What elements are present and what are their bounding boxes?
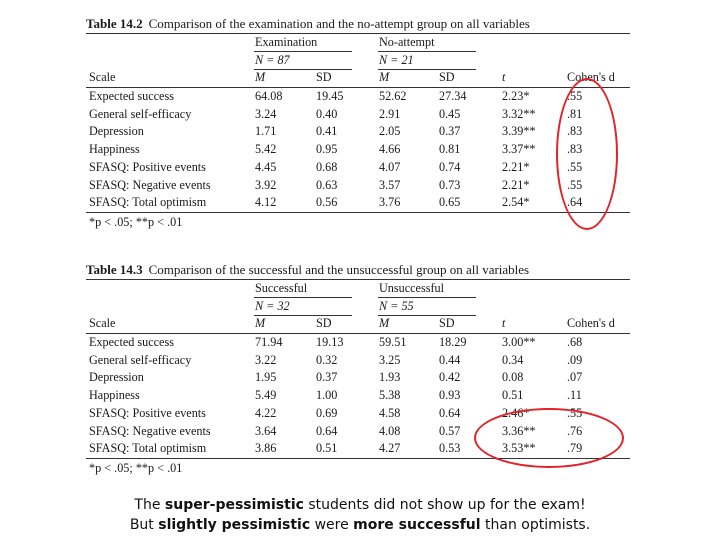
cell-m2: 2.05 [379, 124, 401, 139]
table-row [86, 159, 630, 177]
table-title: Comparison of the successful and the unsuccessful group on all variables [148, 262, 530, 277]
cell-sd1: 19.45 [316, 89, 344, 104]
header-sd2: SD [439, 316, 455, 331]
cell-sd2: 0.81 [439, 142, 461, 157]
cell-m1: 4.12 [255, 195, 277, 210]
table-row [86, 352, 630, 370]
cell-m2: 4.27 [379, 441, 401, 456]
note-emphasis: super-pessimistic [164, 497, 304, 513]
cell-sd1: 0.51 [316, 441, 338, 456]
cell-m2: 4.08 [379, 423, 401, 438]
note-line-1 [0, 497, 720, 513]
cell-cohens-d: .11 [567, 388, 582, 403]
cell-m2: 3.57 [379, 177, 401, 192]
cell-sd2: 0.65 [439, 195, 461, 210]
group1-label: Successful [255, 281, 308, 295]
table-footnote: *p < .05; **p < .01 [89, 214, 183, 229]
table-row [86, 194, 630, 212]
cell-sd1: 0.64 [316, 423, 338, 438]
header-cohens-d: Cohen's d [567, 316, 615, 331]
header-m1: M [255, 70, 266, 85]
cell-scale: SFASQ: Positive events [89, 159, 206, 174]
cell-cohens-d: .83 [567, 124, 583, 139]
table-row [86, 106, 630, 124]
cell-t: 3.39** [502, 124, 536, 139]
cell-cohens-d: .55 [567, 89, 583, 104]
cell-m1: 1.71 [255, 124, 277, 139]
cell-sd1: 0.40 [316, 106, 338, 121]
cell-m1: 5.49 [255, 388, 277, 403]
note-text: The [134, 497, 165, 513]
cell-sd2: 0.57 [439, 423, 461, 438]
table-row [86, 177, 630, 195]
cell-t: 2.54* [502, 195, 530, 210]
note-text: than optimists. [480, 517, 591, 533]
note-emphasis: slightly pessimistic [158, 517, 311, 533]
cell-scale: SFASQ: Positive events [89, 405, 206, 420]
cell-scale: SFASQ: Negative events [89, 423, 211, 438]
cell-sd1: 0.56 [316, 195, 338, 210]
group1-label: Examination [255, 35, 318, 49]
cell-t: 0.34 [502, 352, 524, 367]
header-cohens-d: Cohen's d [567, 70, 615, 85]
table-number: Table 14.2 [86, 16, 143, 31]
cell-scale: Happiness [89, 388, 140, 403]
cell-t: 2.46* [502, 405, 530, 420]
cell-scale: General self-efficacy [89, 352, 192, 367]
cell-sd1: 0.68 [316, 159, 338, 174]
group-header-row [86, 34, 630, 52]
cell-sd1: 1.00 [316, 388, 338, 403]
note-text: But [129, 517, 159, 533]
cell-sd1: 0.41 [316, 124, 338, 139]
cell-m2: 4.07 [379, 159, 401, 174]
cell-cohens-d: .55 [567, 405, 583, 420]
table-row [86, 141, 630, 159]
cell-cohens-d: .79 [567, 441, 583, 456]
header-m2: M [379, 70, 390, 85]
note-text: students did not show up for the exam! [303, 497, 586, 513]
cell-sd2: 0.44 [439, 352, 461, 367]
note-text: were [310, 517, 354, 533]
header-t: t [502, 70, 506, 85]
cell-m1: 3.92 [255, 177, 277, 192]
cell-m1: 4.22 [255, 405, 277, 420]
cell-m1: 1.95 [255, 370, 277, 385]
header-m1: M [255, 316, 266, 331]
cell-t: 3.37** [502, 142, 536, 157]
cell-t: 0.51 [502, 388, 524, 403]
cell-t: 0.08 [502, 370, 524, 385]
cell-t: 2.23* [502, 89, 530, 104]
cell-m1: 71.94 [255, 335, 283, 350]
note-emphasis: more successful [353, 517, 481, 533]
table-caption [86, 14, 630, 33]
cell-m2: 5.38 [379, 388, 401, 403]
group2-n: N = 55 [379, 298, 414, 313]
cell-t: 3.00** [502, 335, 536, 350]
cell-scale: Expected success [89, 89, 174, 104]
cell-cohens-d: .07 [567, 370, 583, 385]
cell-sd1: 19.13 [316, 335, 344, 350]
cell-cohens-d: .81 [567, 106, 583, 121]
cell-scale: Depression [89, 124, 144, 139]
cell-cohens-d: .09 [567, 352, 583, 367]
group2-label: Unsuccessful [379, 281, 444, 295]
cell-sd1: 0.95 [316, 142, 338, 157]
table-row [86, 369, 630, 387]
header-t: t [502, 316, 506, 331]
highlight-ellipse-cohens-d [556, 78, 618, 230]
table-body [86, 88, 630, 212]
cell-m2: 2.91 [379, 106, 401, 121]
cell-m2: 3.25 [379, 352, 401, 367]
cell-m1: 3.64 [255, 423, 277, 438]
note-line-2 [0, 517, 720, 533]
cell-m2: 59.51 [379, 335, 407, 350]
cell-cohens-d: .68 [567, 335, 583, 350]
header-m2: M [379, 316, 390, 331]
table-row [86, 387, 630, 405]
cell-sd1: 0.32 [316, 352, 338, 367]
cell-sd2: 0.74 [439, 159, 461, 174]
table-number: Table 14.3 [86, 262, 143, 277]
header-sd1: SD [316, 316, 332, 331]
table-14-2 [86, 14, 630, 231]
header-sd2: SD [439, 70, 455, 85]
cell-sd2: 0.73 [439, 177, 461, 192]
group1-n: N = 87 [255, 52, 290, 67]
group-n-row [86, 52, 630, 70]
header-scale: Scale [89, 70, 116, 85]
cell-scale: Expected success [89, 335, 174, 350]
cell-scale: Depression [89, 370, 144, 385]
group2-label: No-attempt [379, 35, 435, 49]
group-n-row [86, 298, 630, 316]
table-title: Comparison of the examination and the no-attempt group on all variables [148, 16, 530, 31]
cell-sd2: 0.42 [439, 370, 461, 385]
cell-sd2: 27.34 [439, 89, 467, 104]
table-footnote: *p < .05; **p < .01 [89, 460, 183, 475]
cell-sd2: 18.29 [439, 335, 467, 350]
cell-cohens-d: .55 [567, 159, 583, 174]
cell-m1: 4.45 [255, 159, 277, 174]
group1-n: N = 32 [255, 298, 290, 313]
cell-m2: 3.76 [379, 195, 401, 210]
cell-t: 2.21* [502, 177, 530, 192]
cell-sd2: 0.37 [439, 124, 461, 139]
cell-m1: 3.86 [255, 441, 277, 456]
cell-m1: 3.22 [255, 352, 277, 367]
cell-scale: SFASQ: Total optimism [89, 195, 207, 210]
cell-m2: 52.62 [379, 89, 407, 104]
column-header-row [86, 69, 630, 87]
table-row [86, 88, 630, 106]
cell-sd2: 0.64 [439, 405, 461, 420]
cell-sd1: 0.63 [316, 177, 338, 192]
cell-m1: 5.42 [255, 142, 277, 157]
cell-t: 3.36** [502, 423, 536, 438]
cell-cohens-d: .83 [567, 142, 583, 157]
cell-sd1: 0.69 [316, 405, 338, 420]
cell-m2: 4.66 [379, 142, 401, 157]
header-scale: Scale [89, 316, 116, 331]
cell-scale: Happiness [89, 142, 140, 157]
cell-t: 2.21* [502, 159, 530, 174]
cell-scale: SFASQ: Negative events [89, 177, 211, 192]
cell-m1: 3.24 [255, 106, 277, 121]
cell-t: 3.53** [502, 441, 536, 456]
cell-sd2: 0.53 [439, 441, 461, 456]
cell-sd2: 0.93 [439, 388, 461, 403]
cell-cohens-d: .64 [567, 195, 583, 210]
cell-cohens-d: .76 [567, 423, 583, 438]
column-header-row [86, 315, 630, 333]
table-row [86, 334, 630, 352]
cell-m2: 4.58 [379, 405, 401, 420]
cell-scale: SFASQ: Total optimism [89, 441, 207, 456]
highlight-ellipse-sfasq-t [474, 408, 624, 468]
cell-cohens-d: .55 [567, 177, 583, 192]
cell-m2: 1.93 [379, 370, 401, 385]
cell-m1: 64.08 [255, 89, 283, 104]
cell-t: 3.32** [502, 106, 536, 121]
cell-sd2: 0.45 [439, 106, 461, 121]
group2-n: N = 21 [379, 52, 414, 67]
cell-scale: General self-efficacy [89, 106, 192, 121]
header-sd1: SD [316, 70, 332, 85]
table-row [86, 123, 630, 141]
cell-sd1: 0.37 [316, 370, 338, 385]
table-caption [86, 260, 630, 279]
group-header-row [86, 280, 630, 298]
